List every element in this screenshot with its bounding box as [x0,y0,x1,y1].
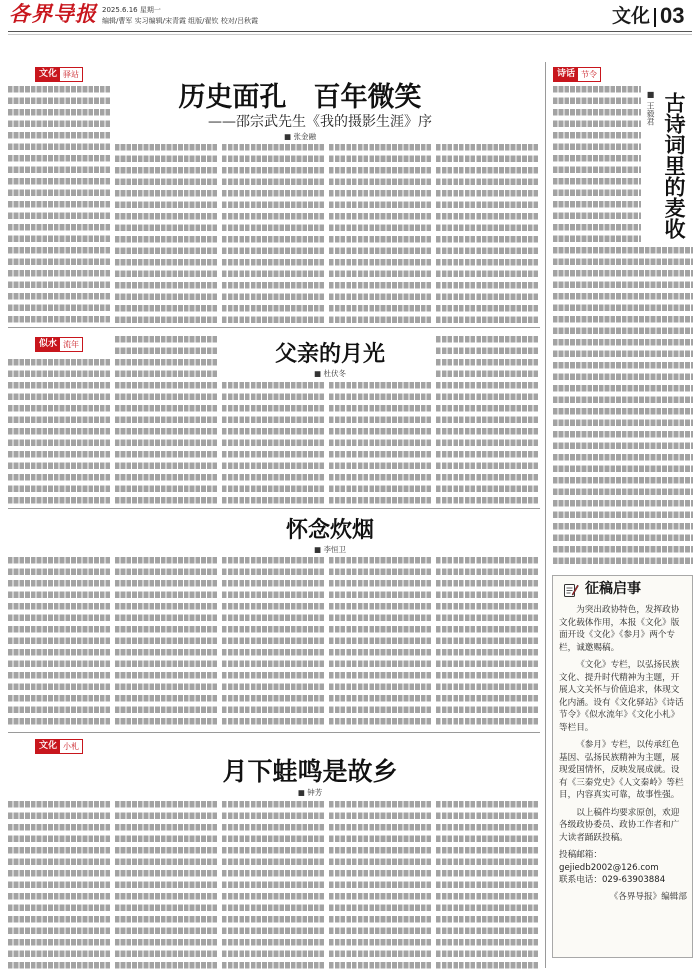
notice-paragraph: 《文化》专栏，以弘扬民族文化、提升时代精神为主题，开展人文关怀与价值追求，体现文化内涵。设有《文化驿站》《诗话节令》《似水流年》《文化小札》等栏目。 [559,660,684,733]
article-text-column [553,86,641,242]
issue-date: 2025.6.16 星期一 [102,6,161,14]
column-tag [35,67,83,82]
article-text-column [115,144,217,323]
masthead-rule [8,31,692,32]
article-text-column [436,557,538,725]
article-text-column [115,801,217,969]
column-tag-sub: 节令 [581,70,598,79]
article-text-column [222,557,324,725]
section-separator [654,8,656,27]
column-tag-sub: 流年 [63,340,80,349]
article-text-column [115,557,217,725]
column-tag-sub: 驿站 [63,70,80,79]
notice-title: 征稿启事 [585,581,641,597]
article-title: 历史面孔 百年微笑 [178,82,422,113]
article-author: ■ 钟芳 [297,788,323,797]
column-tag-main: 诗话 [554,68,578,81]
masthead-rule-thin [8,34,692,35]
notice-body [559,604,687,903]
article-title-vertical: 古诗词里的麦收 [662,92,686,239]
editor-credits: 编辑/曹军 实习编辑/宋青霞 组版/翟钦 校对/吕秋霞 [102,17,259,25]
column-tag-main: 似水 [36,338,60,351]
article-subtitle: ——邵宗武先生《我的摄影生涯》序 [208,114,432,130]
column-tag-sub: 小札 [63,742,80,751]
section-divider [8,327,540,328]
sidebar-divider [545,62,546,968]
contact-phone: 联系电话：029-63903884 [559,875,666,885]
pen-notepad-icon [563,582,579,598]
article-author: ■ 杜伏冬 [314,369,346,378]
article-text-column [222,144,324,323]
article-author: ■ 张金融 [284,132,316,141]
column-tag-main: 文化 [36,68,60,81]
submission-email[interactable]: gejiedb2002@126.com [559,862,659,873]
article-text-column [8,557,110,725]
article-title: 月下蛙鸣是故乡 [222,757,398,786]
article-text-column [436,801,538,969]
section-divider [8,732,540,733]
notice-paragraph: 以上稿件均要求原创，欢迎各级政协委员、政协工作者和广大读者踊跃投稿。 [559,807,680,843]
section-name: 文化 [612,5,651,27]
article-text-column [329,557,431,725]
column-tag [553,67,601,82]
section-divider [8,508,540,509]
page-number: 03 [660,3,685,28]
column-tag [35,739,83,754]
article-author: ■ 李恒卫 [314,545,346,554]
article-text-column [8,86,110,323]
article-text-column [222,382,324,504]
article-text-column [8,359,110,504]
column-tag-main: 文化 [36,740,60,753]
article-text-column [329,382,431,504]
call-for-submissions-box [552,575,693,958]
column-tag [35,337,83,352]
article-text-column [329,144,431,323]
notice-paragraph: 《参月》专栏，以传承红色基因、弘扬民族精神为主题，展现爱国情怀，反映发展成就。设有《三秦党史》《人文秦岭》等栏目，内容真实可靠，故事性强。 [559,740,684,800]
article-text-column [553,247,693,564]
article-text-column [436,336,538,504]
article-title: 怀念炊烟 [285,517,374,543]
article-text-column [329,801,431,969]
article-text-column [436,144,538,323]
newspaper-logo: 各界导报 [9,1,97,26]
notice-signature: 《各界导报》编辑部 [609,891,687,902]
article-title: 父亲的月光 [274,341,385,367]
article-text-column [8,801,110,969]
notice-paragraph: 为突出政协特色，发挥政协文化载体作用，本报《文化》版面开设《文化》《参月》两个专栏，诚邀赐稿。 [559,605,680,653]
article-text-column [222,801,324,969]
article-text-column [115,336,217,504]
article-author: ■ 王毅君 [646,90,655,126]
email-label: 投稿邮箱： [559,850,602,860]
